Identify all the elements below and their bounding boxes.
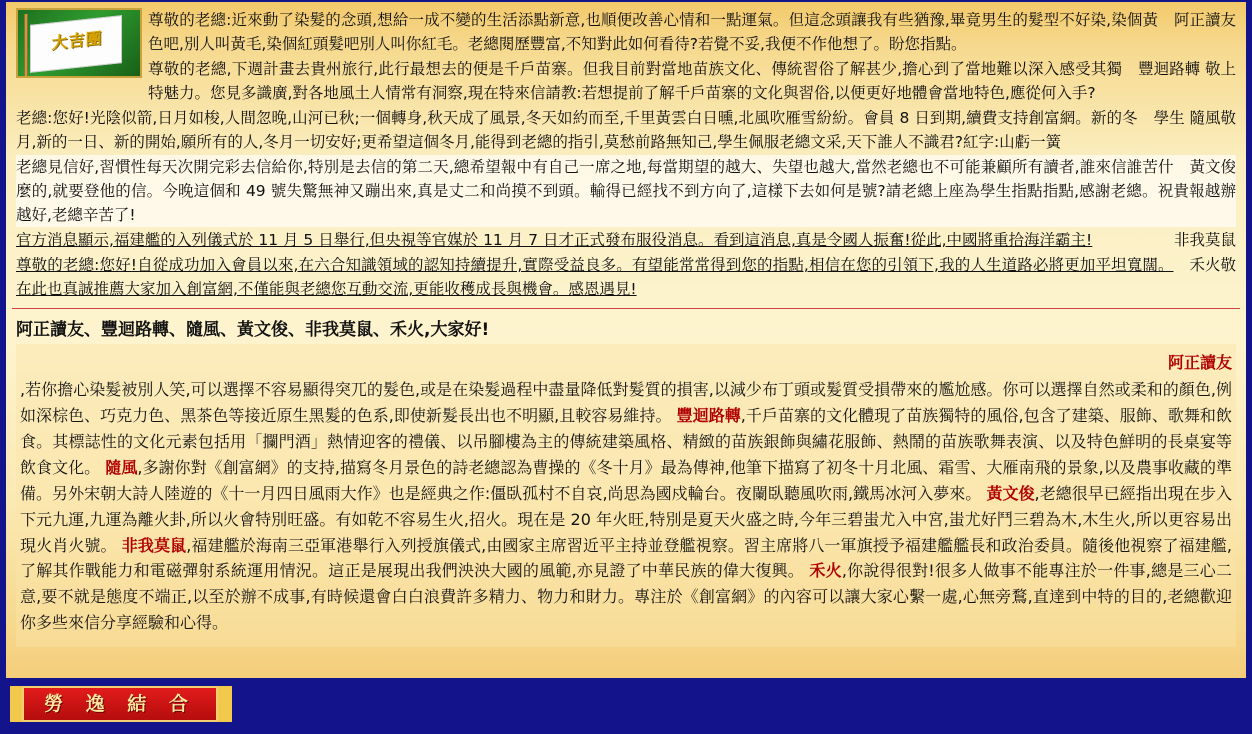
reply-text: ,老總很早已經指出現在步入下元九運,九運為離火卦,所以火會特別旺盛。有如乾不容易生火,招火。現在是 20 年火旺,特別是夏天火盛之時,今年三碧蚩尤入中宮,蚩尤好鬥三碧為木,木生火,所以更容易出現火肖火號。 [20,483,1232,555]
reader-name: 隨風 [105,457,138,477]
letter-text: 老總:您好!光陰似箭,日月如梭,人間忽晚,山河已秋;一個轉身,秋天成了風景,冬天如約而至,千里黃雲白日曛,北風吹雁雪紛紛。會員 8 日到期,續費支持創富網。新的冬月,新的一日、新的開始,願所有的人,冬月一切安好;更希望這個冬月,能得到老總的指引,莫愁前路無知己,學生佩服老總文采,天下誰人不識君?紅字:山虧一簧 [16,109,1138,152]
letter-item [148,57,1236,105]
site-logo [16,8,142,78]
letter-text: 老總見信好,習慣性每天次開完彩去信給你,特別是去信的第二天,總希望報中有自己一席之地,每當期望的越大、失望也越大,當然老總也不可能兼顧所有讀者,誰來信誰苦什麼的,就要登他的信。今晚這個和 49 號失驚無神又蹦出來,真是丈二和尚摸不到頭。輸得已經找不到方向了,這樣下去如何是號?請老總上座為學生指點指點,感謝老總。祝貴報越辦越好,老總辛苦了! [16,158,1236,225]
reader-name: 黃文俊 [986,483,1035,503]
reply-paragraph [20,377,1232,636]
reader-name: 阿正讀友 [1167,353,1232,373]
reply-text: ,你說得很對!很多人做事不能專注於一件事,總是三心二意,要不就是態度不端正,以至於辦不成事,有時候還會白白浪費許多精力、物力和財力。專注於《創富網》的內容可以讓大家心繫一處,心無旁鶩,直達到中特的目的,老總歡迎你多些來信分享經驗和心得。 [20,561,1232,633]
footer-right-cap [218,686,232,722]
reader-name: 豐迴路轉 [676,406,741,425]
reply-text: ,多謝你對《創富網》的支持,描寫冬月景色的詩老總認為曹操的《冬十月》最為傳神,他筆下描寫了初冬十月北風、霜雪、大雁南飛的景象,以及農事收藏的準備。另外宋朝大詩人陸遊的《十一月四日風雨大作》也是經典之作:僵臥孤村不自哀,尚思為國戍輪台。夜闌臥聽風吹雨,鐵馬冰河入夢來。 [20,457,1232,503]
flag-pole-icon [24,14,28,76]
letter-text: 官方消息顯示,福建艦的入列儀式於 11 月 5 日舉行,但央視等官媒於 11 月 7 日才正式發布服役消息。看到這消息,真是令國人振奮!從此,中國將重拾海洋霸主! [16,231,1093,250]
reader-name: 禾火 [809,561,842,581]
reader-name: 非我莫鼠 [121,535,187,555]
letter-item [16,155,1236,227]
letter-item [16,253,1236,301]
reply-opening [20,350,1232,376]
letter-signature: 阿正讀友 [1173,11,1236,29]
letter-signature: 豐迴路轉 敬上 [1138,60,1236,79]
reply-body [16,344,1236,647]
reply-text: ,若你擔心染髮被別人笑,可以選擇不容易顯得突兀的髮色,或是在染髮過程中盡量降低對髮質的損害,以減少布丁頭或髮質受損帶來的尷尬感。你可以選擇自然或柔和的顏色,例如深棕色、巧克力色、黑茶色等接近原生黑髮的色系,即使新髮長出也不明顯,且較容易維持。 [20,380,1232,425]
letter-item [148,8,1236,56]
letter-item [16,228,1236,252]
letter-text: 尊敬的老總:近來動了染髮的念頭,想給一成不變的生活添點新意,也順便改善心情和一點運氣。但這念頭讓我有些猶豫,畢竟男生的髮型不好染,染個黃色吧,別人叫黃毛,染個紅頭髮吧別人叫你紅毛。老總閱歷豐富,不知對此如何看待?若覺不妥,我便不作他想了。盼您指點。 [148,11,1158,54]
logo-text: 大吉團 [51,28,103,53]
reply-text: ,千戶苗寨的文化體現了苗族獨特的風俗,包含了建築、服飾、歌舞和飲食。其標誌性的文化元素包括用「攔門酒」熱情迎客的禮儀、以吊腳樓為主的傳統建築風格、精緻的苗族銀飾與繡花服飾、熱鬧的苗族歌舞表演、以及特色鮮明的長桌宴等飲食文化。 [20,406,1232,477]
letter-signature: 黃文俊 [1189,158,1236,177]
letters-section [6,2,1246,304]
letter-text: 尊敬的老總,下週計畫去貴州旅行,此行最想去的便是千戶苗寨。但我目前對當地苗族文化、傳統習俗了解甚少,擔心到了當地難以深入感受其獨特魅力。您見多識廣,對各地風土人情常有洞察,現在特來信請教:若想提前了解千戶苗寨的文化與習俗,以便更好地體會當地特色,應從何入手? [148,60,1123,103]
letter-text: 尊敬的老總:您好!自從成功加入會員以來,在六合知識領域的認知持續提升,實際受益良多。有望能常常得到您的指點,相信在您的引領下,我的人生道路必將更加平坦寬闊。在此也真誠推薦大家加入創富網,不僅能與老總您互動交流,更能收穫成長與機會。感恩遇見! [16,256,1174,299]
footer-bar [6,678,1252,734]
letter-signature: 學生 隨風敬 [1153,109,1236,128]
footer-banner: 勞 逸 結 合 [22,686,218,722]
letter-item [16,106,1236,154]
reply-text: ,福建艦於海南三亞軍港舉行入列授旗儀式,由國家主席習近平主持並登艦視察。習主席將八一軍旗授予福建艦艦長和政治委員。隨後他視察了福建艦,了解其作戰能力和電磁彈射系統運用情況。這正是展現出我們泱泱大國的風範,亦見證了中華民族的偉大復興。 [20,535,1232,581]
letter-signature: 禾火敬 [1189,256,1236,275]
letter-signature: 非我莫鼠 [1173,231,1236,250]
greeting-line: 阿正讀友、豐迴路轉、隨風、黃文俊、非我莫鼠、禾火,大家好! [16,320,490,341]
